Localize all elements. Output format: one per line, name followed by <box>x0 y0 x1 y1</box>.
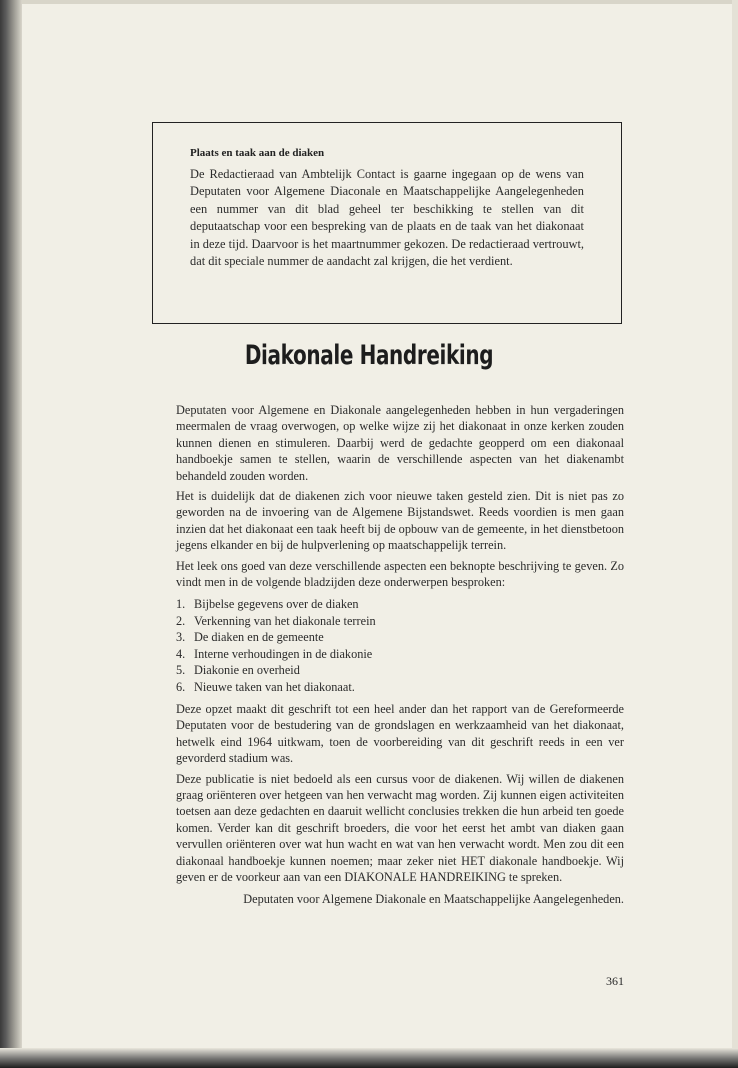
paragraph: Deze publicatie is niet bedoeld als een cursus voor de diakenen. Wij willen de diakenen graag oriënteren over hetgeen van hen verwacht mag worden. Zij kunnen eigen activiteiten toetsen aan deze gedachten en daaruit wellicht conclusies trekken die hun arbeid ten goede komen. Verder kan dit geschrift broeders, die voor het eerst het ambt van diaken gaan vervullen oriënteren over wat hun wacht en wat van hen verwacht wordt. Men zou dit een diakonaal handboekje kunnen noemen; maar zeker niet HET diakonale handboekje. Wij geven er de voorkeur aan van een DIAKONALE HANDREIKING te spreken. <box>176 771 624 884</box>
list-item <box>176 613 624 629</box>
paragraph: Het is duidelijk dat de diakenen zich voor nieuwe taken gesteld zien. Dit is niet pas zo geworden na de invoering van de Algemene Bijstandswet. Reeds voordien is men gaan inzien dat het diakonaat een taak heeft bij de opbouw van de gemeente, in het dienstbetoon jegens elkander en bij de hulpverlening op maatschappelijk terrein. <box>176 489 624 553</box>
list-text: Nieuwe taken van het diakonaat. <box>194 679 355 694</box>
list-item <box>176 662 624 678</box>
list-item <box>176 646 624 662</box>
article-body <box>176 402 624 912</box>
list-number: 3. <box>176 630 186 645</box>
list-text: Bijbelse gegevens over de diaken <box>194 597 359 612</box>
list-text: Diakonie en overheid <box>194 663 300 678</box>
list-number: 1. <box>176 597 186 612</box>
signature: Deputaten voor Algemene Diakonale en Maatschappelijke Aangelegenheden. <box>243 892 624 907</box>
page-number: 361 <box>606 974 624 988</box>
list-number: 2. <box>176 613 186 628</box>
paragraph: Deputaten voor Algemene en Diakonale aangelegenheden hebben in hun vergaderingen meermalen de vraag overwogen, op welke wijze zij het diakonaat in onze kerken zouden kunnen dienen en stimuleren. Daarbij werd de gedachte geopperd om een diakonaal handboekje samen te stellen, waarin de verschillende aspecten van het diakenambt behandeld zouden worden. <box>176 403 624 483</box>
list-text: Interne verhoudingen in de diakonie <box>194 646 373 661</box>
notice-text: De Redactieraad van Ambtelijk Contact is gaarne ingegaan op de wens van Deputaten voor Algemene Diaconale en Maatschappelijke Aangelegenheden een nummer van dit blad geheel ter beschikking te stellen van dit deputaatschap voor een bespreking van de plaats en de taak van het diakonaat in deze tijd. Daarvoor is het maartnummer gekozen. De redactieraad vertrouwt, dat dit speciale nummer de aandacht zal krijgen, die het verdient. <box>190 167 584 269</box>
page-right-edge <box>732 0 738 1068</box>
page-binding-edge <box>0 0 22 1068</box>
notice-title: Plaats en taak aan de diaken <box>190 147 325 159</box>
list-number: 4. <box>176 646 186 661</box>
paragraph: Deze opzet maakt dit geschrift tot een heel ander dan het rapport van de Gereformeerde Deputaten voor de bestudering van de grondslagen en werkzaamheid van het diakonaat, hetwelk eind 1964 uitkwam, toen de voorbereiding van dit geschrift reeds in een ver gevorderd stadium was. <box>176 701 624 766</box>
list-number: 6. <box>176 679 186 694</box>
list-item <box>176 679 624 695</box>
article-heading: Diakonale Handreiking <box>244 340 494 371</box>
list-item <box>176 596 624 612</box>
list-number: 5. <box>176 663 186 678</box>
paragraph: Het leek ons goed van deze verschillende aspecten een beknopte beschrijving te geven. Zo vindt men in de volgende bladzijden deze onderwerpen besproken: <box>176 558 624 590</box>
topic-list <box>176 596 624 694</box>
list-item <box>176 629 624 645</box>
page-bottom-edge <box>0 1048 738 1068</box>
list-text: De diaken en de gemeente <box>194 630 324 645</box>
list-text: Verkenning van het diakonale terrein <box>194 613 376 628</box>
page-top-edge <box>0 0 738 4</box>
